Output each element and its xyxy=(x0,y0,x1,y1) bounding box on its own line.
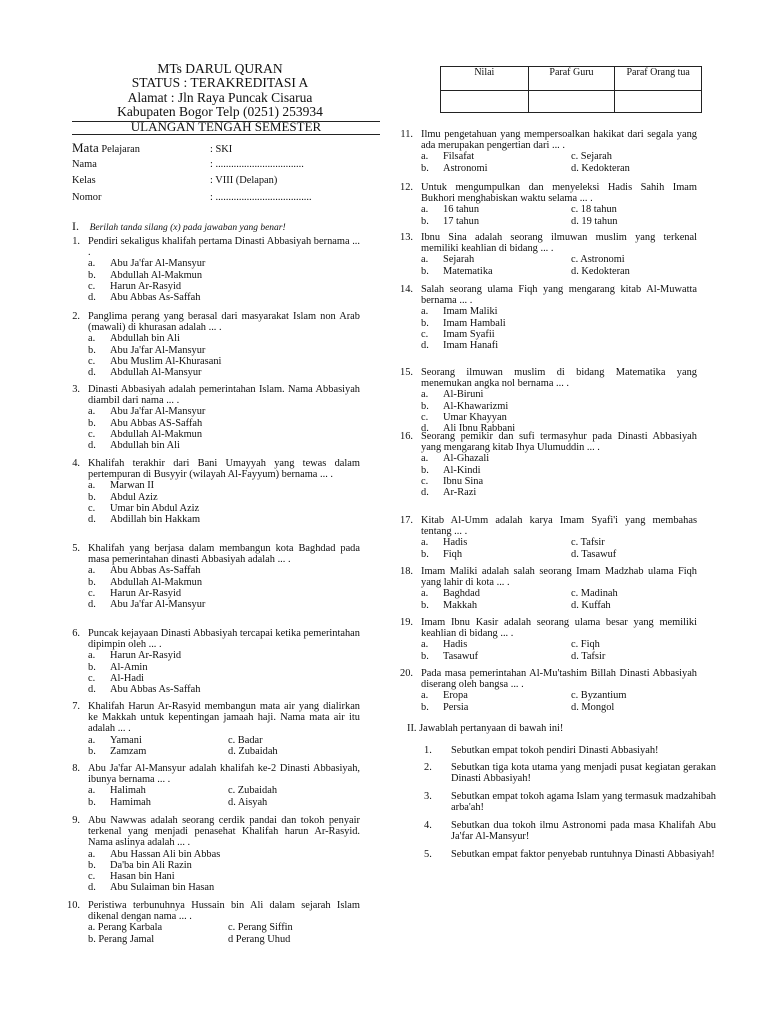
essay-text: Sebutkan empat faktor penyebab runtuhnya Dinasti Abbasiyah! xyxy=(451,849,715,860)
option-text: c. Astronomi xyxy=(571,254,625,266)
question-stem: Khalifah yang berjasa dalam membangun kota Baghdad pada masa pemerintahan dinasti Abbasiyah adalah ... . xyxy=(88,543,360,566)
question-stem: Dinasti Abbasiyah adalah pemerintahan Islam. Nama Abbasiyah diambil dari nama ... . xyxy=(88,384,360,407)
school-region: Kabupaten Bogor Telp (0251) 253934 xyxy=(117,104,323,120)
question-stem: Peristiwa terbunuhnya Hussain bin Ali dalam sejarah Islam dikenal dengan nama ... . xyxy=(88,900,360,923)
answer-option[interactable] xyxy=(88,480,200,491)
option-text: c. Sejarah xyxy=(571,151,612,163)
option-letter: a. xyxy=(421,588,429,600)
answer-option[interactable] xyxy=(571,537,721,548)
option-text: Al-Kindi xyxy=(443,464,481,476)
option-letter: b. xyxy=(421,317,429,329)
option-text: Persia xyxy=(443,701,469,713)
exam-title: ULANGAN TENGAH SEMESTER xyxy=(130,119,322,134)
option-letter: c. xyxy=(421,411,429,423)
option-text: Al-Ghazali xyxy=(443,453,490,465)
option-text: Abu Ja'far Al-Mansyur xyxy=(110,406,206,418)
option-letter: b. xyxy=(421,400,429,412)
question-number: 16. xyxy=(400,431,413,442)
essay-number: 2. xyxy=(424,762,432,773)
answer-option[interactable] xyxy=(421,651,571,662)
answer-option[interactable] xyxy=(88,440,205,451)
question-stem: Ibnu Sina adalah seorang ilmuwan muslim yang terkenal memiliki keahlian di bidang ... . xyxy=(421,232,697,255)
option-letter: c. xyxy=(88,672,96,684)
section-1-instruction: Berilah tanda silang (x) pada jawaban yang benar! xyxy=(89,223,286,233)
option-letter: d. xyxy=(88,439,96,451)
option-text: d. Zubaidah xyxy=(228,745,278,757)
question-number: 12. xyxy=(400,182,413,193)
option-text: Marwan II xyxy=(110,480,155,492)
option-text: Ali Ibnu Rabbani xyxy=(443,422,516,434)
option-text: Abu Ja'far Al-Mansyur xyxy=(110,258,206,270)
option-text: d. Aisyah xyxy=(228,796,268,808)
answer-option[interactable] xyxy=(421,537,571,548)
option-text: Yamani xyxy=(110,734,142,746)
option-text: Harun Ar-Rasyid xyxy=(110,587,182,599)
option-letter: a. xyxy=(88,565,96,577)
answer-option[interactable] xyxy=(571,549,721,560)
answer-option[interactable] xyxy=(88,797,228,808)
option-text: Sejarah xyxy=(443,254,475,266)
answer-option[interactable] xyxy=(571,639,721,650)
option-letter: d. xyxy=(88,513,96,525)
question-number: 3. xyxy=(72,384,80,395)
answer-option[interactable] xyxy=(228,785,368,796)
option-letter: c. xyxy=(88,280,96,292)
question-number: 9. xyxy=(72,815,80,826)
option-letter: d. xyxy=(88,683,96,695)
option-text: d. Kedokteran xyxy=(571,162,630,174)
option-text: 16 tahun xyxy=(443,204,480,216)
option-letter: a. xyxy=(88,406,96,418)
option-text: Umar Khayyan xyxy=(443,411,507,423)
option-letter: a. xyxy=(421,453,429,465)
answer-option[interactable] xyxy=(421,600,571,611)
answer-option[interactable] xyxy=(571,163,721,174)
option-text: Harun Ar-Rasyid xyxy=(110,280,182,292)
option-letter: b. xyxy=(88,796,96,808)
option-text: Abu Abbas As-Saffah xyxy=(110,565,201,577)
question-number: 8. xyxy=(72,763,80,774)
option-text: b. Perang Jamal xyxy=(88,933,155,945)
mapel-value: : SKI xyxy=(210,144,233,155)
option-text: Imam Syafii xyxy=(443,328,495,340)
answer-option[interactable] xyxy=(88,684,200,695)
divider-bottom xyxy=(72,134,380,135)
option-text: Abdullah Al-Mansyur xyxy=(110,366,202,378)
essay-number: 1. xyxy=(424,745,432,756)
option-letter: a. xyxy=(421,639,429,651)
option-text: c. Perang Siffin xyxy=(228,922,293,934)
essay-text: Sebutkan tiga kota utama yang menjadi pusat kegiatan gerakan Dinasti Abbasiyah! xyxy=(451,762,716,785)
answer-option[interactable] xyxy=(421,588,571,599)
question-number: 19. xyxy=(400,617,413,628)
answer-option[interactable] xyxy=(88,650,200,661)
nama-field[interactable]: : .................................. xyxy=(210,158,304,170)
grade-cell-paraf-ortu[interactable] xyxy=(615,91,702,113)
option-letter: d. xyxy=(421,339,429,351)
school-header xyxy=(70,62,370,120)
question-number: 4. xyxy=(72,458,80,469)
option-text: c. Zubaidah xyxy=(228,785,278,797)
option-letter: d. xyxy=(88,882,96,894)
option-text: Baghdad xyxy=(443,588,480,600)
option-text: c. Byzantium xyxy=(571,690,627,702)
answer-option[interactable] xyxy=(571,651,721,662)
option-letter: b. xyxy=(88,859,96,871)
answer-option[interactable] xyxy=(421,163,571,174)
question-number: 11. xyxy=(400,129,413,140)
answer-option[interactable] xyxy=(421,389,515,400)
option-letter: b. xyxy=(88,661,96,673)
option-text: Al-Hadi xyxy=(110,672,145,684)
option-text: c. Fiqh xyxy=(571,639,600,651)
answer-option[interactable] xyxy=(88,565,205,576)
answer-option[interactable] xyxy=(571,600,721,611)
option-text: Hasan bin Hani xyxy=(110,870,175,882)
option-text: Abu Sulaiman bin Hasan xyxy=(110,882,215,894)
answer-option[interactable] xyxy=(88,418,205,429)
question-number: 7. xyxy=(72,701,80,712)
option-text: Abu Hassan Ali bin Abbas xyxy=(110,848,221,860)
option-text: Hadis xyxy=(443,639,468,651)
nomor-label: Nomor xyxy=(72,191,102,203)
answer-option[interactable] xyxy=(88,492,200,503)
section-2-heading: II. Jawablah pertanyaan di bawah ini! xyxy=(407,723,564,734)
option-text: Eropa xyxy=(443,690,468,702)
option-text: Umar bin Abdul Aziz xyxy=(110,502,200,514)
option-letter: b. xyxy=(421,599,429,611)
option-text: d. Mongol xyxy=(571,701,615,713)
answer-option[interactable] xyxy=(421,639,571,650)
answer-option[interactable] xyxy=(571,151,721,162)
answer-option[interactable] xyxy=(421,216,571,227)
option-text: Abdullah Al-Makmun xyxy=(110,428,203,440)
answer-option[interactable] xyxy=(88,746,228,757)
question-number: 15. xyxy=(400,367,413,378)
question-stem: Seorang ilmuwan muslim di bidang Matematika yang menemukan angka nol bernama ... . xyxy=(421,367,697,390)
option-letter: b. xyxy=(88,344,96,356)
answer-option[interactable] xyxy=(421,453,489,464)
answer-option[interactable] xyxy=(88,588,205,599)
answer-option[interactable] xyxy=(228,934,368,945)
question-stem: Abu Ja'far Al-Mansyur adalah khalifah ke-2 Dinasti Abbasiyah, ibunya bernama ... . xyxy=(88,763,360,786)
answer-option[interactable] xyxy=(421,401,515,412)
question-number: 5. xyxy=(72,543,80,554)
option-text: Makkah xyxy=(443,599,478,611)
question-stem: Puncak kejayaan Dinasti Abbasiyah tercapai ketika pemerintahan dipimpin oleh ... . xyxy=(88,628,360,651)
answer-option[interactable] xyxy=(421,266,571,277)
answer-option[interactable] xyxy=(571,690,721,701)
answer-option[interactable] xyxy=(88,860,220,871)
option-letter: c. xyxy=(88,355,96,367)
answer-option[interactable] xyxy=(421,702,571,713)
question-stem: Pada masa pemerintahan Al-Mu'tashim Billah Dinasti Abbasiyah diserang oleh bangsa ... . xyxy=(421,668,697,691)
answer-option[interactable] xyxy=(88,514,200,525)
option-text: c. 18 tahun xyxy=(571,204,617,216)
school-name: MTs DARUL QURAN xyxy=(157,61,283,76)
option-letter: a. xyxy=(88,734,96,746)
question-number: 10. xyxy=(67,900,80,911)
question-stem: Khalifah terakhir dari Bani Umayyah yang tewas dalam pertempuran di Busyyir (wilayah Al-Fayyum) bernama ... . xyxy=(88,458,360,481)
option-text: Abdillah bin Hakkam xyxy=(110,513,201,525)
option-text: Harun Ar-Rasyid xyxy=(110,650,182,662)
option-text: Ar-Razi xyxy=(443,486,477,498)
identity-row-kelas xyxy=(72,175,392,192)
section-1-roman: I. xyxy=(72,219,79,233)
identity-row-nomor xyxy=(72,192,392,209)
option-text: d. Tafsir xyxy=(571,650,606,662)
essay-text: Sebutkan dua tokoh ilmu Astronomi pada masa Khalifah Abu Ja'far Al-Mansyur! xyxy=(451,820,716,843)
option-text: Fiqh xyxy=(443,548,463,560)
answer-option[interactable] xyxy=(571,702,721,713)
option-text: c. Badar xyxy=(228,734,263,746)
option-text: a. Perang Karbala xyxy=(88,922,163,934)
option-text: Al-Amin xyxy=(110,661,148,673)
option-text: 17 tahun xyxy=(443,215,480,227)
option-text: Imam Maliki xyxy=(443,306,498,318)
option-text: Abu Muslim Al-Khurasani xyxy=(110,355,222,367)
answer-option[interactable] xyxy=(571,588,721,599)
answer-option[interactable] xyxy=(88,599,205,610)
grade-header-paraf-guru: Paraf Guru xyxy=(528,67,615,91)
option-text: d. 19 tahun xyxy=(571,215,618,227)
answer-option[interactable] xyxy=(88,429,205,440)
essay-number: 4. xyxy=(424,820,432,831)
essay-number: 3. xyxy=(424,791,432,802)
option-letter: a. xyxy=(88,785,96,797)
option-letter: d. xyxy=(421,422,429,434)
answer-option[interactable] xyxy=(421,204,571,215)
question-stem: Imam Maliki adalah salah seorang Imam Madzhab ulama Fiqh yang lahir di kota ... . xyxy=(421,566,697,589)
option-letter: a. xyxy=(421,306,429,318)
answer-option[interactable] xyxy=(88,356,221,367)
answer-option[interactable] xyxy=(88,258,205,269)
option-letter: c. xyxy=(88,428,96,440)
option-letter: a. xyxy=(88,258,96,270)
answer-option[interactable] xyxy=(88,882,220,893)
essay-text: Sebutkan empat tokoh agama Islam yang termasuk madzahibah arba'ah! xyxy=(451,791,716,814)
option-text: Hadis xyxy=(443,537,468,549)
answer-option[interactable] xyxy=(88,292,205,303)
answer-option[interactable] xyxy=(88,333,221,344)
option-text: Halimah xyxy=(110,785,146,797)
option-text: c. Tafsir xyxy=(571,537,605,549)
option-text: Zamzam xyxy=(110,745,147,757)
answer-option[interactable] xyxy=(88,406,205,417)
answer-option[interactable] xyxy=(88,281,205,292)
answer-option[interactable] xyxy=(88,367,221,378)
option-letter: d. xyxy=(88,598,96,610)
option-letter: c. xyxy=(88,870,96,882)
answer-option[interactable] xyxy=(421,476,489,487)
answer-option[interactable] xyxy=(88,735,228,746)
option-letter: a. xyxy=(421,151,429,163)
answer-option[interactable] xyxy=(88,577,205,588)
answer-option[interactable] xyxy=(88,503,200,514)
kelas-label: Kelas xyxy=(72,175,96,186)
grade-cell-paraf-guru[interactable] xyxy=(528,91,615,113)
grade-header-nilai: Nilai xyxy=(441,67,529,91)
answer-option[interactable] xyxy=(421,151,571,162)
question-stem: Abu Nawwas adalah seorang cerdik pandai dan tokoh penyair terkenal yang menjadi penasehat Khalifah harun Ar-Rasyid. Nama aslinya adalah ... . xyxy=(88,815,360,849)
question-number: 20. xyxy=(400,668,413,679)
option-letter: b. xyxy=(421,701,429,713)
answer-option[interactable] xyxy=(228,746,368,757)
answer-option[interactable] xyxy=(88,785,228,796)
answer-option[interactable] xyxy=(421,329,506,340)
question-number: 2. xyxy=(72,311,80,322)
question-number: 14. xyxy=(400,284,413,295)
option-text: Abdul Aziz xyxy=(110,491,158,503)
answer-option[interactable] xyxy=(571,204,721,215)
question-stem: Ilmu pengetahuan yang mempersoalkan hakikat dari segala yang ada merupakan pengertian dari ... . xyxy=(421,129,697,152)
answer-option[interactable] xyxy=(421,465,489,476)
option-text: Astronomi xyxy=(443,162,488,174)
option-letter: b. xyxy=(88,745,96,757)
option-letter: d. xyxy=(88,366,96,378)
school-status: STATUS : TERAKREDITASI A xyxy=(131,75,309,91)
essay-number: 5. xyxy=(424,849,432,860)
option-text: Ibnu Sina xyxy=(443,475,484,487)
kelas-value: : VIII (Delapan) xyxy=(210,175,278,186)
option-text: Abdullah Al-Makmun xyxy=(110,269,203,281)
question-number: 1. xyxy=(72,236,80,247)
answer-option[interactable] xyxy=(228,735,368,746)
answer-option[interactable] xyxy=(88,673,200,684)
option-text: Imam Hanafi xyxy=(443,339,499,351)
answer-option[interactable] xyxy=(228,797,368,808)
question-stem: Untuk mengumpulkan dan menyeleksi Hadis Sahih Imam Bukhori menghabiskan waktu selama ... . xyxy=(421,182,697,205)
section-1-heading xyxy=(72,221,392,234)
answer-option[interactable] xyxy=(421,340,506,351)
option-text: Filsafat xyxy=(443,151,475,163)
mapel-label: Mata Pelajaran xyxy=(72,140,140,155)
answer-option[interactable] xyxy=(571,266,721,277)
option-text: Al-Biruni xyxy=(443,389,484,401)
option-letter: a. xyxy=(88,480,96,492)
option-text: Abu Abbas As-Saffah xyxy=(110,683,201,695)
option-letter: b. xyxy=(421,650,429,662)
question-number: 18. xyxy=(400,566,413,577)
school-address: Alamat : Jln Raya Puncak Cisarua xyxy=(127,89,313,105)
answer-option[interactable] xyxy=(421,254,571,265)
grade-table xyxy=(440,66,702,113)
question-number: 6. xyxy=(72,628,80,639)
answer-option[interactable] xyxy=(88,662,200,673)
question-stem: Imam Ibnu Kasir adalah seorang ulama besar yang memiliki keahlian di bidang ... . xyxy=(421,617,697,640)
question-stem: Khalifah Harun Ar-Rasyid membangun mata air yang dialirkan ke Makkah untuk kepentingan jamaah haji. Nama mata air itu adalah ... . xyxy=(88,701,360,735)
answer-option[interactable] xyxy=(88,270,205,281)
essay-text: Sebutkan empat tokoh pendiri Dinasti Abbasiyah! xyxy=(451,745,659,756)
option-text: Abdullah bin Ali xyxy=(110,333,180,345)
option-letter: a. xyxy=(88,848,96,860)
nomor-field[interactable]: : ..................................... xyxy=(210,191,312,203)
option-letter: b. xyxy=(88,491,96,503)
grade-header-paraf-ortu: Paraf Orang tua xyxy=(615,67,702,91)
option-letter: d. xyxy=(421,486,429,498)
option-letter: c. xyxy=(88,502,96,514)
question-number: 13. xyxy=(400,232,413,243)
answer-option[interactable] xyxy=(571,216,721,227)
option-letter: a. xyxy=(421,204,429,216)
option-text: Hamimah xyxy=(110,796,151,808)
option-text: d. Tasawuf xyxy=(571,548,617,560)
option-letter: b. xyxy=(421,265,429,277)
answer-option[interactable] xyxy=(88,922,228,933)
option-text: Al-Khawarizmi xyxy=(443,400,509,412)
identity-row-mapel xyxy=(72,142,392,159)
answer-option[interactable] xyxy=(421,306,506,317)
answer-option[interactable] xyxy=(421,318,506,329)
identity-block xyxy=(72,142,392,208)
nama-label: Nama xyxy=(72,158,97,170)
option-letter: a. xyxy=(421,690,429,702)
option-letter: c. xyxy=(421,475,429,487)
option-text: d Perang Uhud xyxy=(228,933,291,945)
answer-option[interactable] xyxy=(421,690,571,701)
answer-option[interactable] xyxy=(228,922,368,933)
answer-option[interactable] xyxy=(421,412,515,423)
answer-option[interactable] xyxy=(421,487,489,498)
answer-option[interactable] xyxy=(88,934,228,945)
option-letter: b. xyxy=(421,162,429,174)
answer-option[interactable] xyxy=(571,254,721,265)
option-letter: b. xyxy=(421,464,429,476)
answer-option[interactable] xyxy=(88,849,220,860)
option-letter: a. xyxy=(88,333,96,345)
option-letter: a. xyxy=(88,650,96,662)
option-text: d. Kuffah xyxy=(571,599,611,611)
option-letter: a. xyxy=(421,254,429,266)
option-letter: a. xyxy=(421,389,429,401)
question-stem: Seorang pemikir dan sufi termasyhur pada Dinasti Abbasiyah yang mengarang kitab Ihya Ulumuddin ... . xyxy=(421,431,697,454)
option-text: d. Kedokteran xyxy=(571,265,630,277)
option-letter: a. xyxy=(421,537,429,549)
option-letter: b. xyxy=(421,548,429,560)
answer-option[interactable] xyxy=(421,549,571,560)
option-text: Da'ba bin Ali Razin xyxy=(110,859,192,871)
option-letter: b. xyxy=(88,576,96,588)
option-text: Abu Ja'far Al-Mansyur xyxy=(110,344,206,356)
answer-option[interactable] xyxy=(88,345,221,356)
question-stem: Pendiri sekaligus khalifah pertama Dinasti Abbasiyah bernama ... . xyxy=(88,236,360,259)
option-text: Matematika xyxy=(443,265,493,277)
option-letter: b. xyxy=(88,417,96,429)
option-letter: c. xyxy=(421,328,429,340)
question-stem: Salah seorang ulama Fiqh yang mengarang kitab Al-Muwatta bernama ... . xyxy=(421,284,697,307)
option-text: Abdullah bin Ali xyxy=(110,439,180,451)
option-text: Imam Hambali xyxy=(443,317,506,329)
grade-cell-nilai[interactable] xyxy=(441,91,529,113)
question-number: 17. xyxy=(400,515,413,526)
option-letter: c. xyxy=(88,587,96,599)
option-text: Abu Abbas As-Saffah xyxy=(110,291,201,303)
identity-row-nama xyxy=(72,159,392,176)
answer-option[interactable] xyxy=(88,871,220,882)
option-text: Abdullah Al-Makmun xyxy=(110,576,203,588)
option-text: Abu Ja'far Al-Mansyur xyxy=(110,598,206,610)
option-text: c. Madinah xyxy=(571,588,618,600)
question-stem: Kitab Al-Umm adalah karya Imam Syafi'i yang membahas tentang ... . xyxy=(421,515,697,538)
option-text: Tasawuf xyxy=(443,650,479,662)
option-letter: b. xyxy=(421,215,429,227)
option-text: Abu Abbas AS-Saffah xyxy=(110,417,203,429)
option-letter: b. xyxy=(88,269,96,281)
option-letter: d. xyxy=(88,291,96,303)
question-stem: Panglima perang yang berasal dari masyarakat Islam non Arab (mawali) di khurasan adalah ... . xyxy=(88,311,360,334)
